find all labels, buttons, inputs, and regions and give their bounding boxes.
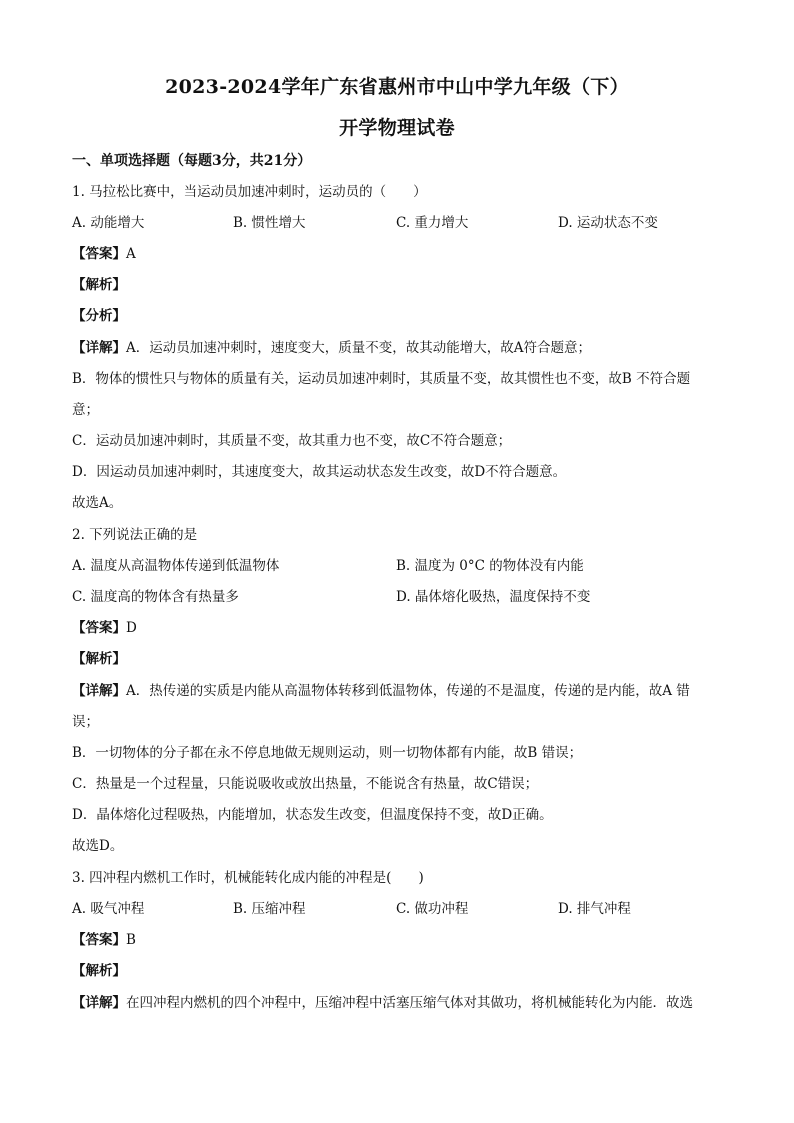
detail-tag: 【详解】 [72, 995, 126, 1011]
question-1-option-c: C. 重力增大 [396, 215, 469, 231]
question-1-answer [72, 245, 136, 263]
question-1-detail-line-2: B．物体的惯性只与物体的质量有关，运动员加速冲刺时，其质量不变，故其惯性也不变，故B 不符合题 [72, 371, 691, 387]
question-1-detail-line-4: C．运动员加速冲刺时，其质量不变，故其重力也不变，故C不符合题意； [72, 433, 512, 449]
answer-tag: 【答案】 [72, 620, 126, 636]
question-2-answer [72, 619, 137, 637]
question-3-option-a: A. 吸气冲程 [72, 901, 145, 917]
answer-value: D [126, 620, 137, 636]
question-2-option-b: B. 温度为 0°C 的物体没有内能 [396, 558, 584, 574]
document-title: 2023-2024学年广东省惠州市中山中学九年级（下） [165, 76, 629, 98]
question-1-detail-line-3: 意； [72, 402, 99, 418]
question-2-analysis-tag: 【解析】 [72, 651, 126, 667]
question-3-option-b: B. 压缩冲程 [233, 901, 306, 917]
detail-tag: 【详解】 [72, 683, 126, 699]
question-2-detail-line-5: D．晶体熔化过程吸热，内能增加，状态发生改变，但温度保持不变，故D正确。 [72, 807, 553, 823]
section-heading: 一、单项选择题（每题3分，共21分） [72, 153, 312, 169]
question-2-detail-line-2: 误； [72, 714, 99, 730]
document-subtitle: 开学物理试卷 [339, 117, 455, 139]
question-2-detail-line-4: C．热量是一个过程量，只能说吸收或放出热量，不能说含有热量，故C错误； [72, 776, 539, 792]
question-1-detail-line-5: D．因运动员加速冲刺时，其速度变大，故其运动状态发生改变，故D不符合题意。 [72, 464, 567, 480]
question-2-conclusion: 故选D。 [72, 838, 124, 854]
answer-tag: 【答案】 [72, 932, 126, 948]
question-1-fenxi-tag: 【分析】 [72, 308, 126, 324]
question-1-option-d: D. 运动状态不变 [558, 215, 658, 231]
question-2-option-c: C. 温度高的物体含有热量多 [72, 589, 239, 605]
question-2-option-d: D. 晶体熔化吸热，温度保持不变 [396, 589, 591, 605]
question-1-conclusion: 故选A。 [72, 495, 123, 511]
question-1-stem: 1. 马拉松比赛中，当运动员加速冲刺时，运动员的（ ） [72, 184, 427, 200]
answer-tag: 【答案】 [72, 246, 126, 262]
question-1-detail-line-1 [72, 339, 591, 357]
question-2-detail-line-3: B．一切物体的分子都在永不停息地做无规则运动，则一切物体都有内能，故B 错误； [72, 745, 583, 761]
question-1-analysis-tag: 【解析】 [72, 277, 126, 293]
detail-text: A．热传递的实质是内能从高温物体转移到低温物体，传递的不是温度，传递的是内能，故A 错 [126, 683, 690, 699]
detail-tag: 【详解】 [72, 340, 126, 356]
question-3-detail-line-1 [72, 994, 693, 1012]
question-1-option-b: B. 惯性增大 [233, 215, 306, 231]
question-2-option-a: A. 温度从高温物体传递到低温物体 [72, 558, 280, 574]
question-3-option-d: D. 排气冲程 [558, 901, 631, 917]
question-2-detail-line-1 [72, 682, 690, 700]
question-3-option-c: C. 做功冲程 [396, 901, 469, 917]
detail-text: 在四冲程内燃机的四个冲程中，压缩冲程中活塞压缩气体对其做功，将机械能转化为内能．故选 [126, 995, 693, 1011]
detail-text: A．运动员加速冲刺时，速度变大，质量不变，故其动能增大，故A符合题意； [126, 340, 591, 356]
question-3-answer [72, 931, 136, 949]
question-1-option-a: A. 动能增大 [72, 215, 145, 231]
question-2-stem: 2. 下列说法正确的是 [72, 527, 198, 543]
question-3-stem: 3. 四冲程内燃机工作时，机械能转化成内能的冲程是( ) [72, 870, 424, 886]
answer-value: A [126, 246, 136, 262]
question-3-analysis-tag: 【解析】 [72, 963, 126, 979]
answer-value: B [126, 932, 136, 948]
